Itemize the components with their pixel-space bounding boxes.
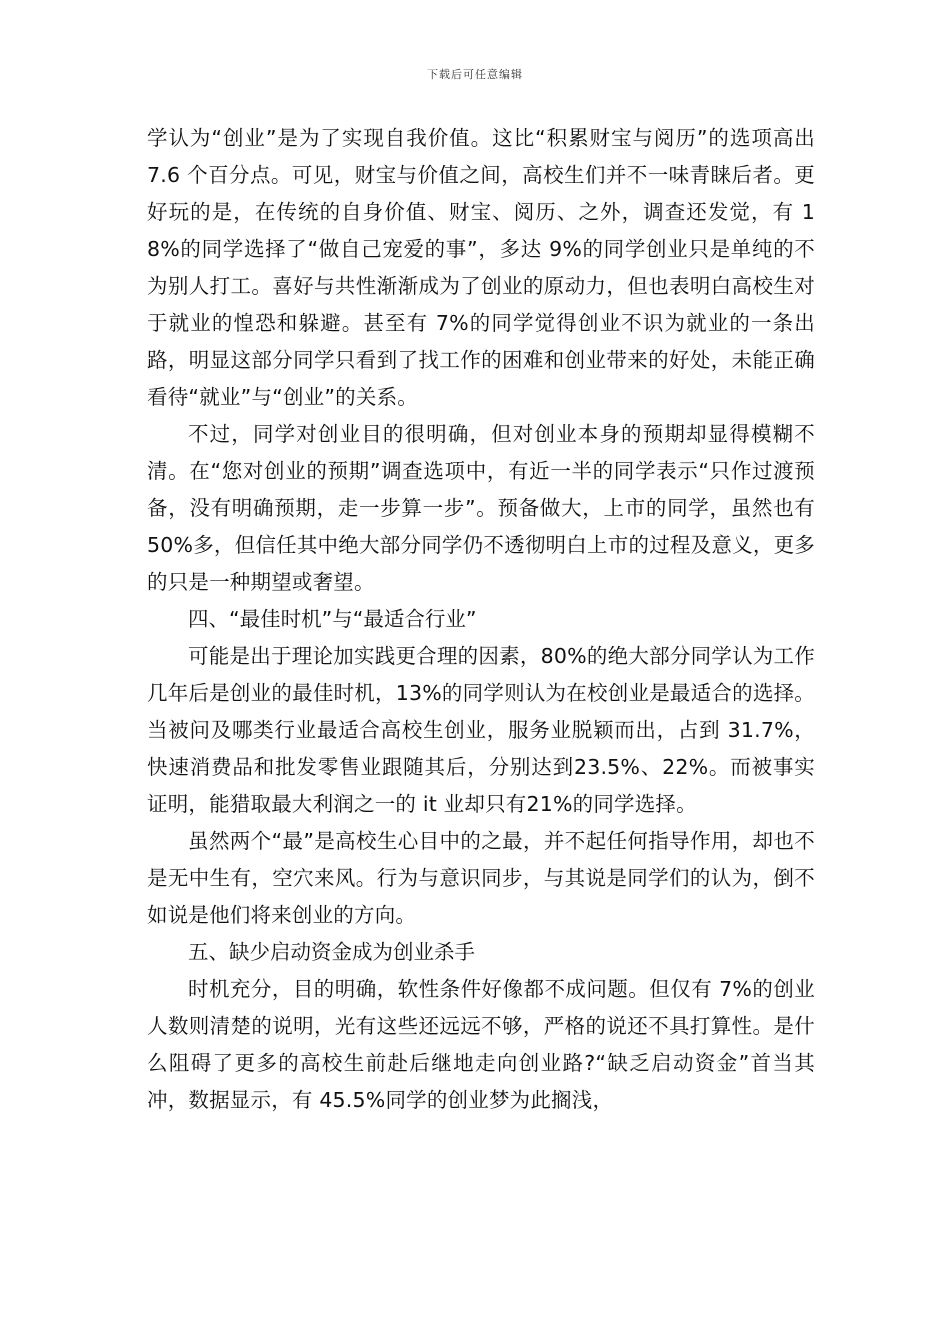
page-header-note: 下载后可任意编辑 xyxy=(427,68,523,81)
section-heading-4: 四、“最佳时机”与“最适合行业” xyxy=(188,607,477,631)
paragraph-5: 时机充分，目的明确，软性条件好像都不成问题。但仅有 7%的创业人数则清楚的说明，光有这些还远远不够，严格的说还不具打算性。是什么阻碍了更多的高校生前赴后继地走向创业路?“缺乏启动资金”首当其冲，数据显示，有 45.5%同学的创业梦为此搁浅， xyxy=(147,977,815,1112)
paragraph-1: 学认为“创业”是为了实现自我价值。这比“积累财宝与阅历”的选项高出 7.6 个百分点。可见，财宝与价值之间，高校生们并不一味青睐后者。更好玩的是，在传统的自身价值、财宝、阅历、之外，调查还发觉，有 18%的同学选择了“做自己宠爱的事”，多达 9%的同学创业只是单纯的不为别人打工。喜好与共性渐渐成为了创业的原动力，但也表明白高校生对于就业的惶恐和躲避。甚至有 7%的同学觉得创业不识为就业的一条出路，明显这部分同学只看到了找工作的困难和创业带来的好处，未能正确看待“就业”与“创业”的关系。 xyxy=(147,126,815,409)
paragraph-2: 不过，同学对创业目的很明确，但对创业本身的预期却显得模糊不清。在“您对创业的预期”调查选项中，有近一半的同学表示“只作过渡预备，没有明确预期，走一步算一步”。预备做大，上市的同学，虽然也有 50%多，但信任其中绝大部分同学仍不透彻明白上市的过程及意义，更多的只是一种期望或奢望。 xyxy=(147,422,815,594)
section-heading-5: 五、缺少启动资金成为创业杀手 xyxy=(188,940,475,964)
paragraph-4: 虽然两个“最”是高校生心目中的之最，并不起任何指导作用，却也不是无中生有，空穴来风。行为与意识同步，与其说是同学们的认为，倒不如说是他们将来创业的方向。 xyxy=(147,829,815,927)
document-body xyxy=(147,120,815,1119)
paragraph-3: 可能是出于理论加实践更合理的因素，80%的绝大部分同学认为工作几年后是创业的最佳时机，13%的同学则认为在校创业是最适合的选择。当被问及哪类行业最适合高校生创业，服务业脱颖而出，占到 31.7%，快速消费品和批发零售业跟随其后，分别达到23.5%、22%。而被事实证明，能猎取最大利润之一的 it 业却只有21%的同学选择。 xyxy=(147,644,815,816)
